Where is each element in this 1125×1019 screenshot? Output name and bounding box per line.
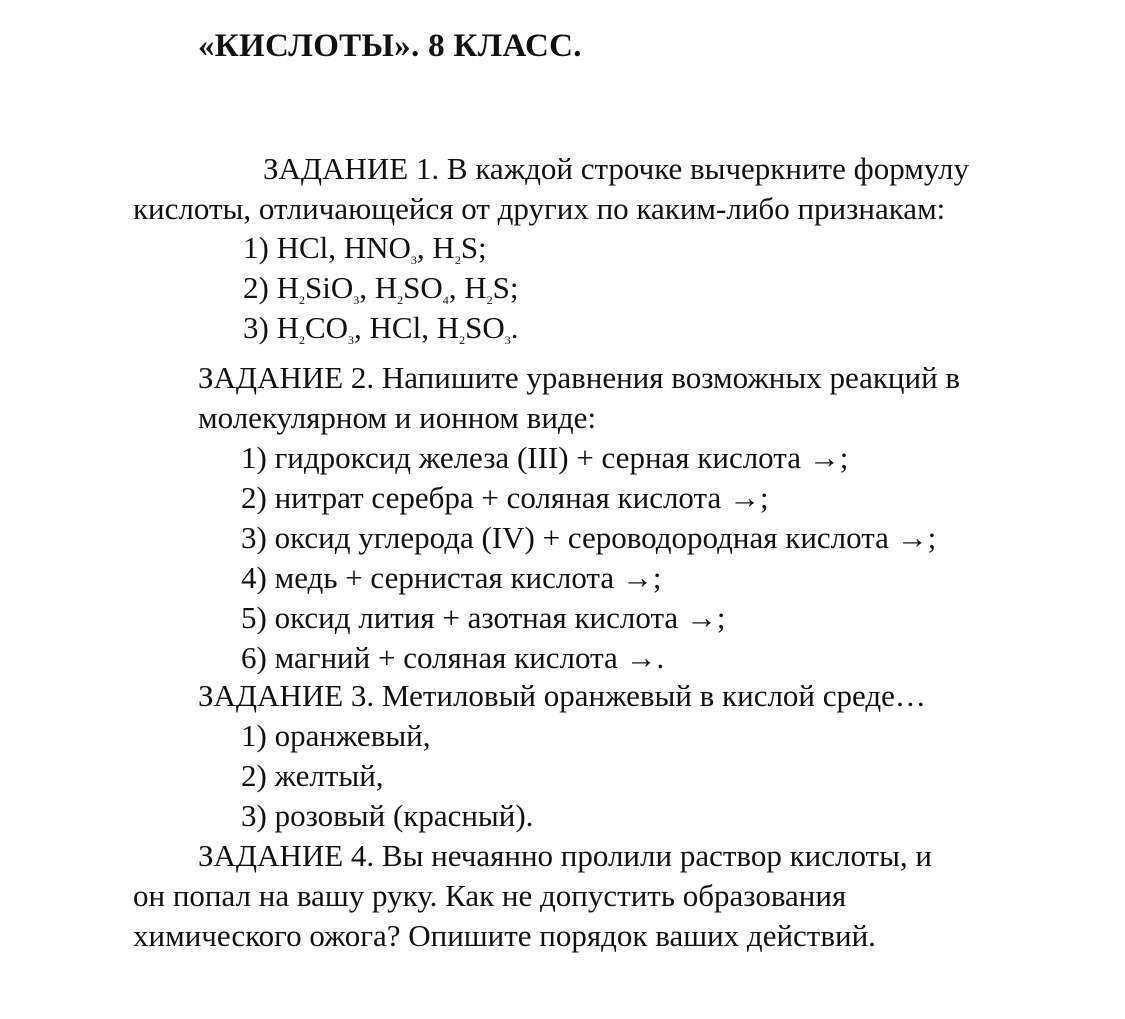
formula-text: SO [465, 310, 505, 345]
task3-option: 3) розовый (красный). [241, 798, 534, 833]
task1-heading-cont: кислоты, отличающейся от других по каким-либо признакам: [133, 191, 946, 226]
task2-reaction: 3) оксид углерода (IV) + сероводородная кислота →; [241, 520, 937, 555]
formula-subscript: 3 [353, 293, 360, 307]
formula-text: SiO [304, 270, 354, 305]
formula-subscript: 2 [397, 293, 404, 307]
formula-text: , H [448, 270, 487, 305]
task2-reaction: 6) магний + соляная кислота →. [241, 640, 665, 675]
task3-option: 2) желтый, [241, 758, 384, 793]
task1-item [243, 268, 519, 308]
formula-text: , H [416, 230, 455, 265]
formula-subscript: 2 [298, 333, 305, 347]
formula-subscript: 2 [486, 293, 493, 307]
task3-option: 1) оранжевый, [241, 718, 431, 753]
task2-heading-cont: молекулярном и ионном виде: [198, 400, 597, 435]
formula-text: . [510, 310, 519, 345]
formula-text: SO [403, 270, 443, 305]
task2-reaction: 4) медь + сернистая кислота →; [241, 560, 662, 595]
task2-heading: ЗАДАНИЕ 2. Напишите уравнения возможных реакций в [198, 360, 961, 395]
formula-text: , HCl, H [354, 310, 460, 345]
task1-item [243, 228, 487, 268]
item-number: 2) [243, 270, 277, 305]
formula-subscript: 4 [442, 293, 449, 307]
task2-reaction: 1) гидроксид железа (III) + серная кислота →; [241, 440, 849, 475]
task4-text: он попал на вашу руку. Как не допустить образования [133, 878, 847, 913]
task3-heading: ЗАДАНИЕ 3. Метиловый оранжевый в кислой среде… [198, 678, 926, 713]
item-number: 3) [243, 310, 277, 345]
formula-text: CO [304, 310, 349, 345]
formula-text: S; [460, 230, 487, 265]
task1-item [243, 308, 519, 348]
page-title: «КИСЛОТЫ». 8 КЛАСС. [198, 28, 582, 64]
task4-text: химического ожога? Опишите порядок ваших действий. [133, 918, 876, 953]
formula-subscript: 3 [348, 333, 355, 347]
formula-text: H [276, 270, 299, 305]
formula-subscript: 2 [454, 253, 461, 267]
task4-heading: ЗАДАНИЕ 4. Вы нечаянно пролили раствор кислоты, и [198, 838, 933, 873]
formula-subscript: 2 [298, 293, 305, 307]
task1-heading: ЗАДАНИЕ 1. В каждой строчке вычеркните формулу [263, 151, 969, 186]
formula-text: , H [359, 270, 398, 305]
formula-subscript: 2 [459, 333, 466, 347]
formula-text: H [276, 310, 299, 345]
task2-reaction: 5) оксид лития + азотная кислота →; [241, 600, 726, 635]
formula-subscript: 3 [410, 253, 417, 267]
item-number: 1) [243, 230, 277, 265]
task2-reaction: 2) нитрат серебра + соляная кислота →; [241, 480, 769, 515]
formula-text: S; [492, 270, 519, 305]
formula-text: HCl, HNO [276, 230, 411, 265]
formula-subscript: 3 [504, 333, 511, 347]
